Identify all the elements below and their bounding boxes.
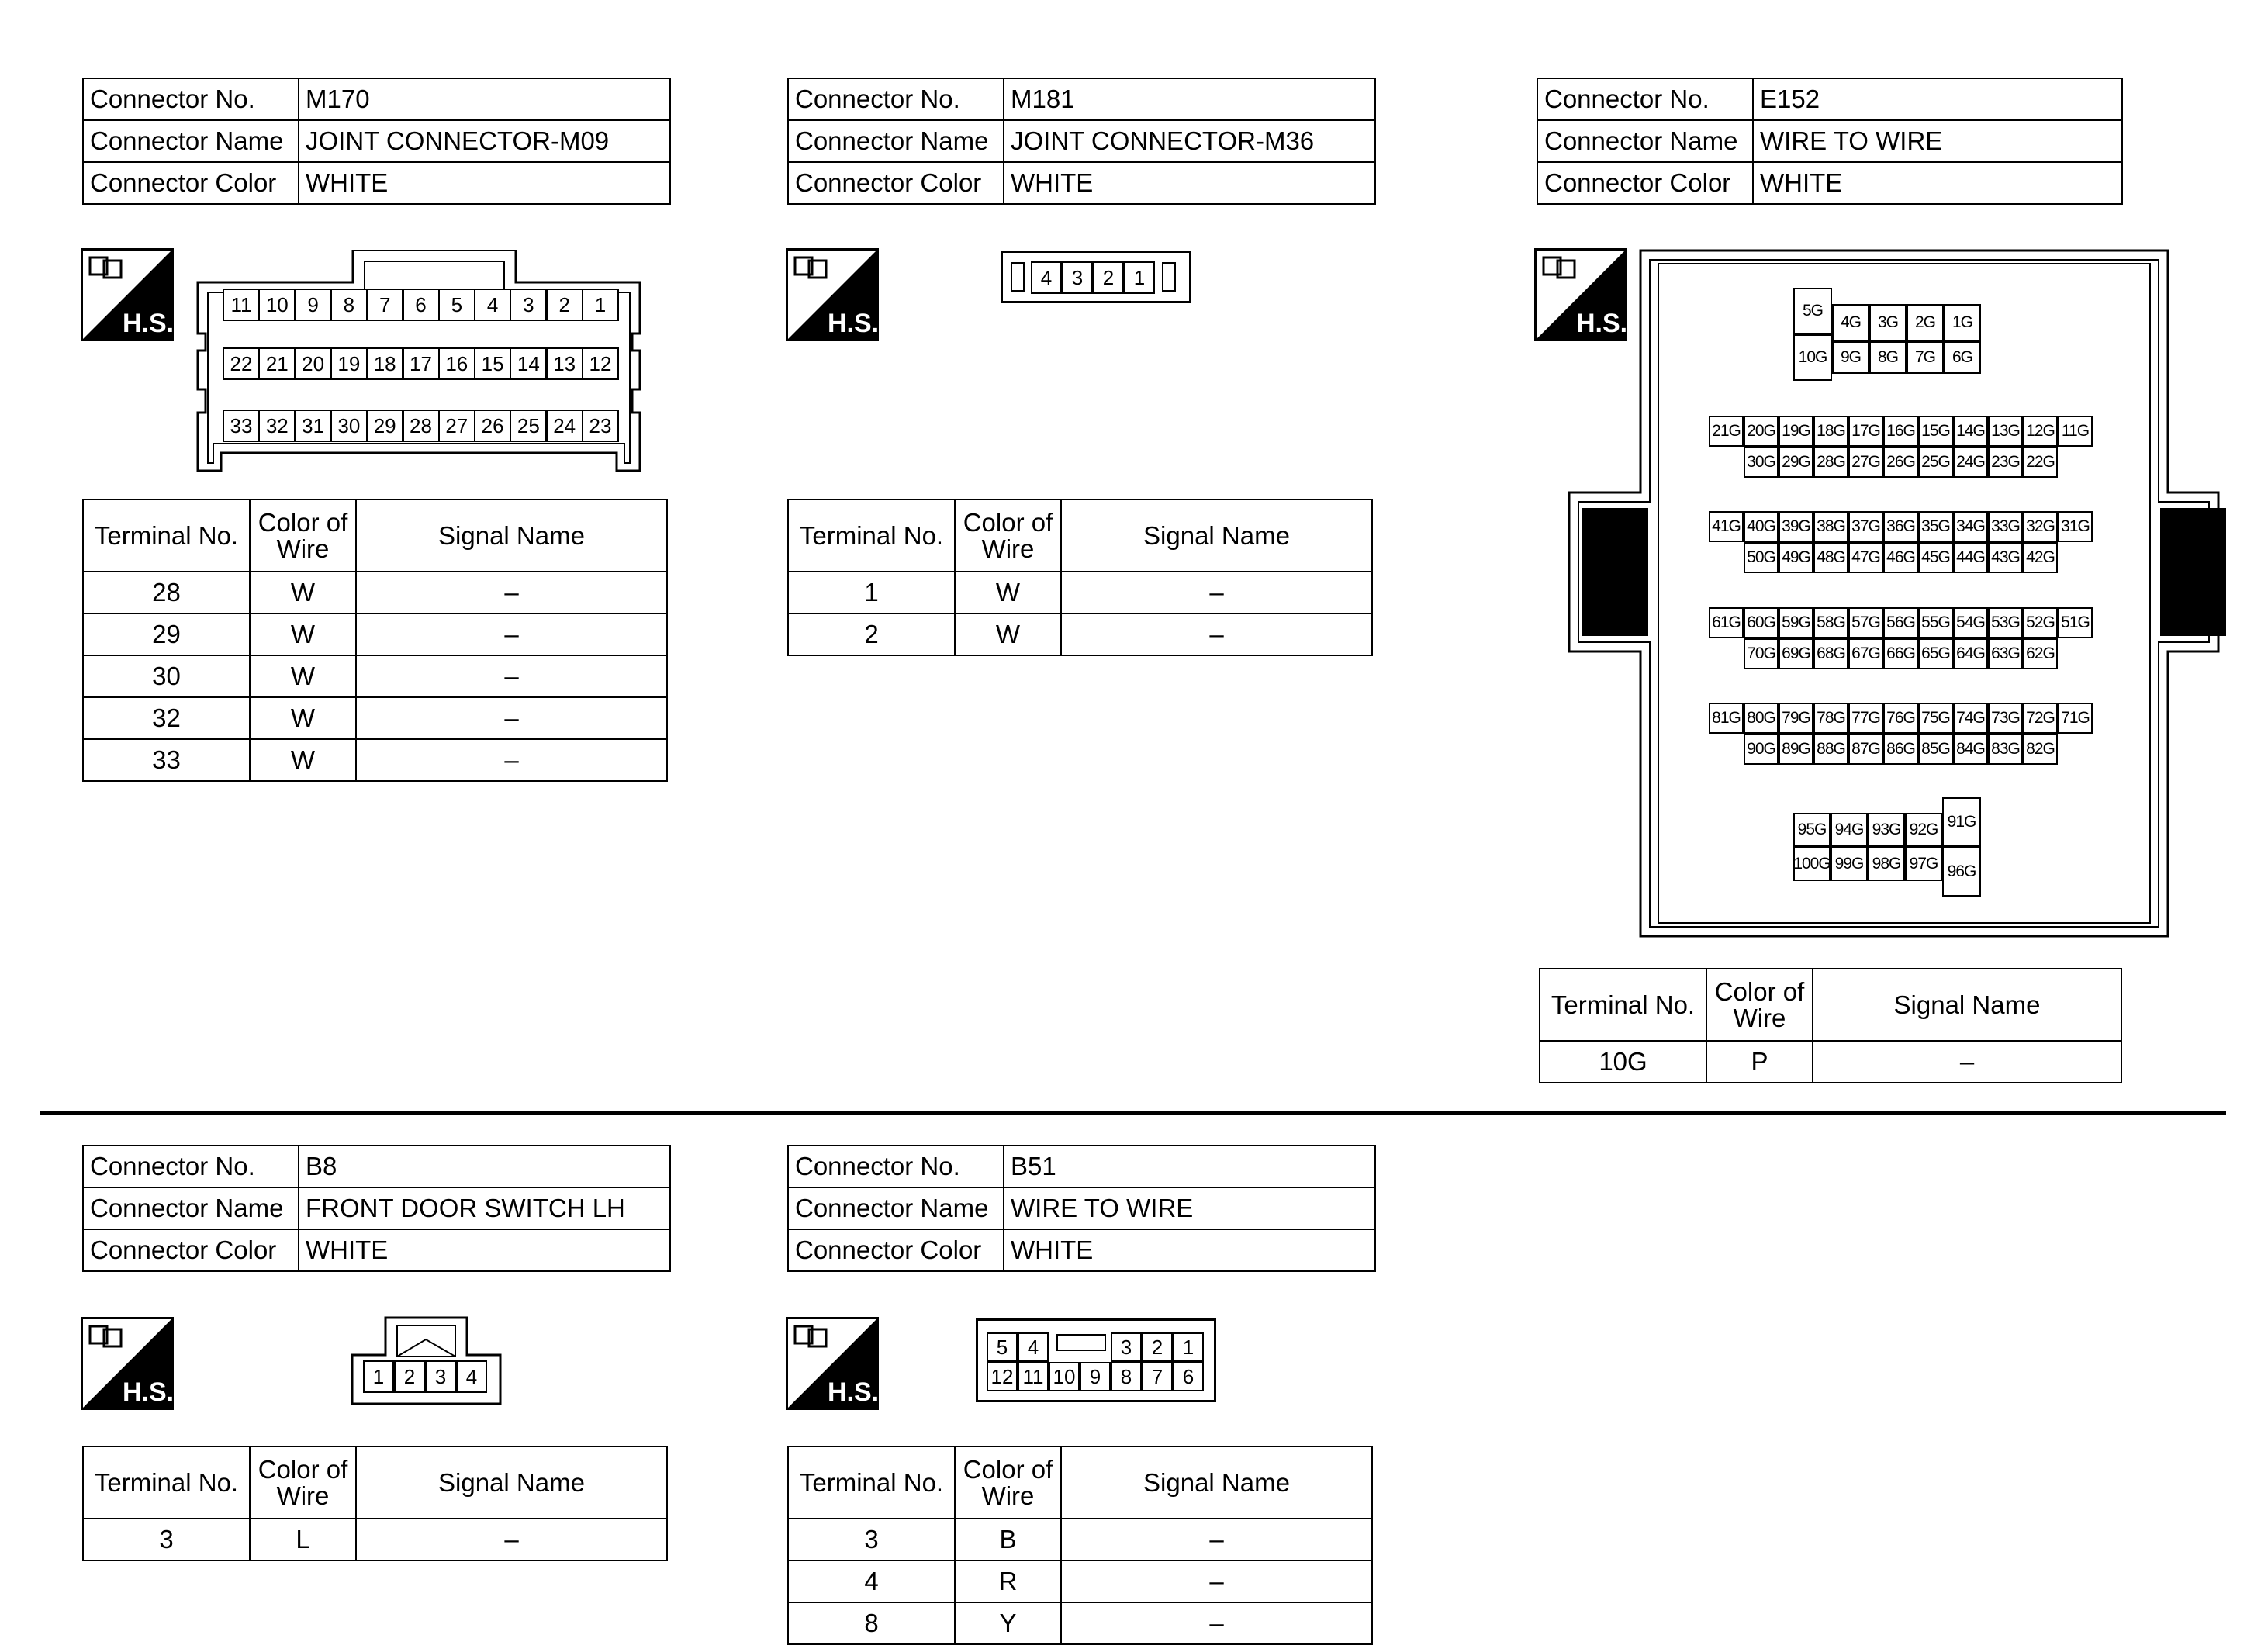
pin-cell: 62G (2023, 638, 2058, 669)
pin-cell: 19G (1779, 416, 1813, 447)
terminal-no-cell: 8 (788, 1602, 955, 1644)
table-row (83, 697, 667, 739)
pin-cell: 9G (1832, 341, 1869, 374)
table-row (788, 572, 1372, 613)
terminal-no-cell: 1 (788, 572, 955, 613)
pin-cell: 41G (1709, 511, 1744, 542)
pin-cell: 30 (330, 410, 368, 442)
header-color-of-wire: Color of Wire (955, 1446, 1061, 1519)
connector-info-m170 (82, 78, 671, 205)
pin-cell: 40G (1744, 511, 1779, 542)
pin-cell: 1 (1124, 261, 1155, 294)
label-connector-no: Connector No. (788, 78, 1004, 120)
pin-cell: 45G (1918, 542, 1953, 573)
pin-cell: 27G (1848, 447, 1883, 478)
pin-cell: 71G (2058, 703, 2093, 734)
pin-cell: 4 (474, 289, 511, 321)
pin-cell: 42G (2023, 542, 2058, 573)
pin-cell: 57G (1848, 607, 1883, 638)
pin-cell: 31 (295, 410, 332, 442)
pin-cell: 29 (366, 410, 403, 442)
connector-info-b8 (82, 1145, 671, 1272)
hs-badge-icon (81, 1317, 174, 1410)
pin-cell: 85G (1918, 734, 1953, 765)
header-signal-name: Signal Name (1813, 969, 2121, 1041)
connector-name-value: JOINT CONNECTOR-M09 (299, 120, 670, 162)
pin-cell: 91G (1942, 797, 1981, 847)
pin-cell: 83G (1988, 734, 2023, 765)
table-row (788, 1560, 1372, 1602)
terminal-no-cell: 10G (1540, 1041, 1706, 1083)
pin-cell: 2G (1907, 304, 1944, 341)
connector-color-value: WHITE (1753, 162, 2122, 204)
signal-name-cell: – (1813, 1041, 2121, 1083)
pin-cell: 55G (1918, 607, 1953, 638)
connector-info-e152 (1537, 78, 2123, 205)
pin-cell: 10G (1793, 334, 1832, 381)
pin-cell: 2 (546, 289, 583, 321)
connector-color-value: WHITE (299, 1229, 670, 1271)
pin-cell: 78G (1813, 703, 1848, 734)
pin-cell: 97G (1905, 847, 1942, 881)
pin-cell: 1 (1173, 1332, 1204, 1362)
signal-name-cell: – (1061, 613, 1372, 655)
pin-cell: 26G (1883, 447, 1918, 478)
table-row (788, 1602, 1372, 1644)
pin-cell: 1 (363, 1360, 394, 1393)
label-connector-no: Connector No. (1537, 78, 1753, 120)
header-color-of-wire: Color of Wire (250, 499, 356, 572)
pin-cell: 13 (546, 347, 583, 380)
pin-cell: 14G (1953, 416, 1988, 447)
pin-cell: 4 (456, 1360, 487, 1393)
label-connector-name: Connector Name (83, 120, 299, 162)
table-row (83, 613, 667, 655)
pin-cell: 4G (1832, 304, 1869, 341)
header-terminal-no: Terminal No. (788, 1446, 955, 1519)
label-connector-color: Connector Color (83, 162, 299, 204)
pin-cell: 65G (1918, 638, 1953, 669)
pin-cell: 56G (1883, 607, 1918, 638)
pin-cell: 37G (1848, 511, 1883, 542)
pin-cell: 49G (1779, 542, 1813, 573)
terminal-table-b51 (787, 1446, 1373, 1645)
pin-cell: 68G (1813, 638, 1848, 669)
connector-name-value: WIRE TO WIRE (1753, 120, 2122, 162)
pin-cell: 43G (1988, 542, 2023, 573)
pin-cell: 15 (474, 347, 511, 380)
header-signal-name: Signal Name (1061, 499, 1372, 572)
pin-cell: 51G (2058, 607, 2093, 638)
section-divider (40, 1111, 2226, 1115)
pin-cell: 35G (1918, 511, 1953, 542)
pin-cell: 30G (1744, 447, 1779, 478)
pin-cell: 61G (1709, 607, 1744, 638)
b51-lock-slot (1056, 1334, 1106, 1351)
pin-cell: 47G (1848, 542, 1883, 573)
label-connector-no: Connector No. (83, 78, 299, 120)
pin-cell: 76G (1883, 703, 1918, 734)
pin-cell: 39G (1779, 511, 1813, 542)
label-connector-no: Connector No. (788, 1146, 1004, 1187)
pin-cell: 6 (403, 289, 440, 321)
header-color-of-wire: Color of Wire (1706, 969, 1813, 1041)
table-row (788, 613, 1372, 655)
signal-name-cell: – (356, 739, 667, 781)
pin-cell: 24 (546, 410, 583, 442)
pin-cell: 7 (366, 289, 403, 321)
label-connector-color: Connector Color (788, 162, 1004, 204)
wire-color-cell: P (1706, 1041, 1813, 1083)
pin-cell: 52G (2023, 607, 2058, 638)
pin-cell: 5 (438, 289, 475, 321)
wire-color-cell: W (250, 697, 356, 739)
pin-cell: 95G (1793, 813, 1831, 847)
hs-badge-icon (786, 248, 879, 341)
wire-color-cell: L (250, 1519, 356, 1560)
connector-no-value: B8 (299, 1146, 670, 1187)
pin-cell: 23 (582, 410, 619, 442)
pin-cell: 20G (1744, 416, 1779, 447)
hs-label: H.S. (122, 1377, 174, 1407)
signal-name-cell: – (1061, 1519, 1372, 1560)
pin-cell: 11 (1018, 1362, 1049, 1391)
hs-label: H.S. (827, 309, 879, 338)
label-connector-name: Connector Name (83, 1187, 299, 1229)
pin-cell: 60G (1744, 607, 1779, 638)
pin-cell: 12 (582, 347, 619, 380)
signal-name-cell: – (1061, 1602, 1372, 1644)
pin-cell: 7 (1142, 1362, 1173, 1391)
pin-cell: 12G (2023, 416, 2058, 447)
pin-cell: 80G (1744, 703, 1779, 734)
pin-cell: 25G (1918, 447, 1953, 478)
terminal-no-cell: 32 (83, 697, 250, 739)
pin-cell: 9 (295, 289, 332, 321)
pin-cell: 28 (403, 410, 440, 442)
pin-cell: 44G (1953, 542, 1988, 573)
connector-name-value: JOINT CONNECTOR-M36 (1004, 120, 1375, 162)
pin-cell: 67G (1848, 638, 1883, 669)
terminal-no-cell: 33 (83, 739, 250, 781)
pin-cell: 11 (223, 289, 260, 321)
pin-cell: 8 (330, 289, 368, 321)
pin-cell: 63G (1988, 638, 2023, 669)
signal-name-cell: – (356, 655, 667, 697)
pin-cell: 6 (1173, 1362, 1204, 1391)
pin-cell: 70G (1744, 638, 1779, 669)
signal-name-cell: – (356, 1519, 667, 1560)
pin-cell: 28G (1813, 447, 1848, 478)
terminal-no-cell: 28 (83, 572, 250, 613)
wire-color-cell: W (955, 613, 1061, 655)
connector-color-value: WHITE (299, 162, 670, 204)
pin-cell: 3G (1869, 304, 1907, 341)
pin-cell: 18G (1813, 416, 1848, 447)
pin-cell: 77G (1848, 703, 1883, 734)
wire-color-cell: W (250, 655, 356, 697)
terminal-no-cell: 3 (83, 1519, 250, 1560)
hs-badge-icon (81, 248, 174, 341)
pin-cell: 98G (1868, 847, 1905, 881)
pin-cell: 75G (1918, 703, 1953, 734)
signal-name-cell: – (1061, 572, 1372, 613)
pin-cell: 84G (1953, 734, 1988, 765)
pin-cell: 6G (1944, 341, 1981, 374)
signal-name-cell: – (356, 572, 667, 613)
terminal-no-cell: 29 (83, 613, 250, 655)
wire-color-cell: W (250, 572, 356, 613)
header-signal-name: Signal Name (356, 1446, 667, 1519)
table-row (83, 572, 667, 613)
pin-cell: 38G (1813, 511, 1848, 542)
label-connector-no: Connector No. (83, 1146, 299, 1187)
header-terminal-no: Terminal No. (83, 1446, 250, 1519)
pin-cell: 36G (1883, 511, 1918, 542)
pin-cell: 92G (1905, 813, 1942, 847)
pin-cell: 16 (438, 347, 475, 380)
pin-cell: 86G (1883, 734, 1918, 765)
pin-cell: 58G (1813, 607, 1848, 638)
pin-cell: 31G (2058, 511, 2093, 542)
connector-name-value: FRONT DOOR SWITCH LH (299, 1187, 670, 1229)
label-connector-name: Connector Name (788, 120, 1004, 162)
table-row (83, 739, 667, 781)
pin-cell: 17 (403, 347, 440, 380)
pin-cell: 5G (1793, 288, 1832, 334)
terminal-no-cell: 3 (788, 1519, 955, 1560)
connector-no-value: E152 (1753, 78, 2122, 120)
label-connector-color: Connector Color (83, 1229, 299, 1271)
pin-cell: 15G (1918, 416, 1953, 447)
header-terminal-no: Terminal No. (1540, 969, 1706, 1041)
pin-cell: 10 (1049, 1362, 1080, 1391)
header-terminal-no: Terminal No. (83, 499, 250, 572)
pin-cell: 3 (425, 1360, 456, 1393)
terminal-no-cell: 4 (788, 1560, 955, 1602)
header-color-of-wire: Color of Wire (250, 1446, 356, 1519)
pin-cell: 22 (223, 347, 260, 380)
wire-color-cell: W (250, 613, 356, 655)
connector-color-value: WHITE (1004, 162, 1375, 204)
pin-cell: 93G (1868, 813, 1905, 847)
pin-cell: 2 (394, 1360, 425, 1393)
pin-cell: 53G (1988, 607, 2023, 638)
pin-cell: 73G (1988, 703, 2023, 734)
terminal-table-m181 (787, 499, 1373, 656)
table-row (788, 1519, 1372, 1560)
connector-info-b51 (787, 1145, 1376, 1272)
pin-cell: 72G (2023, 703, 2058, 734)
pin-cell: 89G (1779, 734, 1813, 765)
wire-color-cell: B (955, 1519, 1061, 1560)
pin-cell: 82G (2023, 734, 2058, 765)
wire-color-cell: Y (955, 1602, 1061, 1644)
header-terminal-no: Terminal No. (788, 499, 955, 572)
pin-cell: 33 (223, 410, 260, 442)
header-color-of-wire: Color of Wire (955, 499, 1061, 572)
pin-cell: 9 (1080, 1362, 1111, 1391)
pin-cell: 1 (582, 289, 619, 321)
pin-cell: 87G (1848, 734, 1883, 765)
pin-cell: 10 (258, 289, 296, 321)
label-connector-name: Connector Name (788, 1187, 1004, 1229)
pin-cell: 50G (1744, 542, 1779, 573)
pin-cell: 21G (1709, 416, 1744, 447)
signal-name-cell: – (356, 697, 667, 739)
wire-color-cell: W (250, 739, 356, 781)
hs-label: H.S. (827, 1377, 879, 1407)
connector-color-value: WHITE (1004, 1229, 1375, 1271)
pin-cell: 88G (1813, 734, 1848, 765)
pin-cell: 79G (1779, 703, 1813, 734)
connector-no-value: M170 (299, 78, 670, 120)
pin-cell: 11G (2058, 416, 2093, 447)
table-row (83, 1519, 667, 1560)
connector-info-m181 (787, 78, 1376, 205)
pin-cell: 81G (1709, 703, 1744, 734)
table-row (1540, 1041, 2121, 1083)
signal-name-cell: – (1061, 1560, 1372, 1602)
hs-label: H.S. (1575, 309, 1627, 338)
connector-no-value: B51 (1004, 1146, 1375, 1187)
pin-cell: 32 (258, 410, 296, 442)
header-signal-name: Signal Name (356, 499, 667, 572)
pin-cell: 69G (1779, 638, 1813, 669)
pin-cell: 13G (1988, 416, 2023, 447)
pin-cell: 33G (1988, 511, 2023, 542)
pin-cell: 12 (987, 1362, 1018, 1391)
pin-cell: 19 (330, 347, 368, 380)
table-row (83, 655, 667, 697)
pin-cell: 25 (510, 410, 547, 442)
pin-cell: 17G (1848, 416, 1883, 447)
pin-cell: 74G (1953, 703, 1988, 734)
pin-cell: 29G (1779, 447, 1813, 478)
pin-cell: 23G (1988, 447, 2023, 478)
terminal-table-e152 (1539, 968, 2122, 1083)
pin-cell: 3 (1111, 1332, 1142, 1362)
terminal-table-b8 (82, 1446, 668, 1561)
pin-cell: 90G (1744, 734, 1779, 765)
label-connector-color: Connector Color (1537, 162, 1753, 204)
pin-cell: 8G (1869, 341, 1907, 374)
connector-no-value: M181 (1004, 78, 1375, 120)
pin-cell: 48G (1813, 542, 1848, 573)
pin-cell: 7G (1907, 341, 1944, 374)
header-signal-name: Signal Name (1061, 1446, 1372, 1519)
m181-lock-tab (1162, 262, 1176, 292)
pin-cell: 4 (1018, 1332, 1049, 1362)
m181-lock-tab (1011, 262, 1025, 292)
hs-badge-icon (786, 1317, 879, 1410)
pin-cell: 4 (1031, 261, 1062, 294)
pin-cell: 2 (1142, 1332, 1173, 1362)
signal-name-cell: – (356, 613, 667, 655)
pin-cell: 1G (1944, 304, 1981, 341)
pin-cell: 21 (258, 347, 296, 380)
pin-cell: 54G (1953, 607, 1988, 638)
terminal-no-cell: 30 (83, 655, 250, 697)
pin-cell: 2 (1093, 261, 1124, 294)
pin-cell: 18 (366, 347, 403, 380)
pin-cell: 3 (510, 289, 547, 321)
pin-cell: 64G (1953, 638, 1988, 669)
pin-cell: 46G (1883, 542, 1918, 573)
pin-cell: 5 (987, 1332, 1018, 1362)
pin-cell: 66G (1883, 638, 1918, 669)
terminal-table-m170 (82, 499, 668, 782)
pin-cell: 26 (474, 410, 511, 442)
pin-cell: 100G (1793, 847, 1831, 881)
pin-cell: 32G (2023, 511, 2058, 542)
pin-cell: 99G (1831, 847, 1868, 881)
pin-cell: 22G (2023, 447, 2058, 478)
pin-cell: 96G (1942, 847, 1981, 897)
hs-label: H.S. (122, 309, 174, 338)
connector-name-value: WIRE TO WIRE (1004, 1187, 1375, 1229)
pin-cell: 24G (1953, 447, 1988, 478)
label-connector-color: Connector Color (788, 1229, 1004, 1271)
terminal-no-cell: 2 (788, 613, 955, 655)
pin-cell: 3 (1062, 261, 1093, 294)
pin-cell: 59G (1779, 607, 1813, 638)
pin-cell: 20 (295, 347, 332, 380)
pin-cell: 34G (1953, 511, 1988, 542)
pin-cell: 14 (510, 347, 547, 380)
pin-cell: 16G (1883, 416, 1918, 447)
wire-color-cell: W (955, 572, 1061, 613)
label-connector-name: Connector Name (1537, 120, 1753, 162)
pin-cell: 8 (1111, 1362, 1142, 1391)
pin-cell: 27 (438, 410, 475, 442)
wire-color-cell: R (955, 1560, 1061, 1602)
pin-cell: 94G (1831, 813, 1868, 847)
